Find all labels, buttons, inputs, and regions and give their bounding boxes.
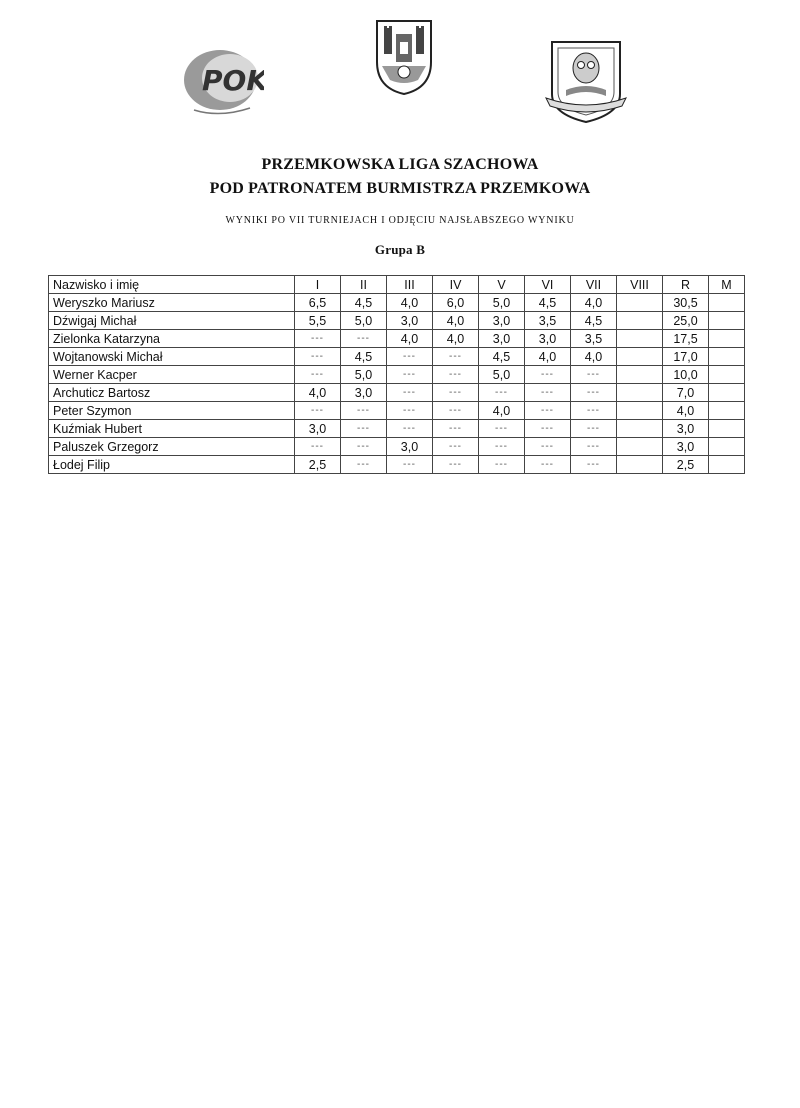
table-row (49, 348, 745, 366)
score-cell: --- (433, 384, 479, 402)
score-cell (709, 438, 745, 456)
score-cell: 6,0 (433, 294, 479, 312)
score-cell: --- (525, 384, 571, 402)
score-cell: --- (433, 348, 479, 366)
score-cell: --- (433, 456, 479, 474)
score-cell: --- (433, 420, 479, 438)
score-cell: 4,0 (571, 294, 617, 312)
score-cell: 3,0 (525, 330, 571, 348)
table-row (49, 384, 745, 402)
score-cell: 3,0 (387, 438, 433, 456)
score-cell: 30,5 (663, 294, 709, 312)
score-cell: --- (479, 384, 525, 402)
score-cell: 3,5 (571, 330, 617, 348)
score-cell: 4,5 (479, 348, 525, 366)
score-cell: 7,0 (663, 384, 709, 402)
score-cell: 4,5 (571, 312, 617, 330)
column-header: II (341, 276, 387, 294)
score-cell: --- (433, 438, 479, 456)
score-cell (617, 438, 663, 456)
score-cell: 3,5 (525, 312, 571, 330)
column-header: R (663, 276, 709, 294)
column-header: IV (433, 276, 479, 294)
score-cell: 4,5 (341, 294, 387, 312)
column-header: I (295, 276, 341, 294)
score-cell: --- (295, 348, 341, 366)
score-cell: --- (571, 456, 617, 474)
score-cell: 5,5 (295, 312, 341, 330)
score-cell (617, 330, 663, 348)
score-cell: --- (525, 420, 571, 438)
score-cell (709, 402, 745, 420)
score-cell (617, 402, 663, 420)
score-cell: 3,0 (479, 312, 525, 330)
score-cell: 2,5 (295, 456, 341, 474)
score-cell: --- (295, 438, 341, 456)
score-cell: 4,5 (525, 294, 571, 312)
score-cell: --- (571, 438, 617, 456)
score-cell: --- (571, 366, 617, 384)
score-cell: --- (295, 366, 341, 384)
table-row (49, 420, 745, 438)
score-cell (709, 330, 745, 348)
score-cell: --- (387, 402, 433, 420)
score-cell: --- (571, 420, 617, 438)
coat-of-arms-logo (374, 18, 434, 96)
score-cell: --- (341, 402, 387, 420)
page-subtitle: WYNIKI PO VII TURNIEJACH I ODJĘCIU NAJSŁABSZEGO WYNIKU (225, 215, 575, 226)
score-cell: --- (571, 402, 617, 420)
score-cell: 3,0 (663, 420, 709, 438)
score-cell: 4,0 (387, 294, 433, 312)
score-cell: 4,0 (387, 330, 433, 348)
pok-logo (180, 40, 264, 120)
score-cell: --- (525, 366, 571, 384)
player-name-cell: Dźwigaj Michał (49, 312, 295, 330)
score-cell: 5,0 (341, 366, 387, 384)
score-cell: 4,0 (433, 312, 479, 330)
score-cell (617, 312, 663, 330)
score-cell (709, 420, 745, 438)
results-table (48, 275, 745, 474)
score-cell (617, 420, 663, 438)
score-cell: --- (525, 438, 571, 456)
player-name-cell: Peter Szymon (49, 402, 295, 420)
score-cell: --- (387, 420, 433, 438)
table-row (49, 294, 745, 312)
score-cell (709, 348, 745, 366)
score-cell: 3,0 (295, 420, 341, 438)
table-row (49, 330, 745, 348)
page-title-line-1: PRZEMKOWSKA LIGA SZACHOWA (261, 156, 539, 173)
score-cell (617, 384, 663, 402)
score-cell: 17,0 (663, 348, 709, 366)
column-header: VIII (617, 276, 663, 294)
player-name-cell: Werner Kacper (49, 366, 295, 384)
score-cell: 4,0 (571, 348, 617, 366)
score-cell (617, 348, 663, 366)
player-name-cell: Kuźmiak Hubert (49, 420, 295, 438)
player-name-cell: Zielonka Katarzyna (49, 330, 295, 348)
player-name-cell: Archuticz Bartosz (49, 384, 295, 402)
score-cell: 3,0 (387, 312, 433, 330)
table-row (49, 312, 745, 330)
score-cell: 2,5 (663, 456, 709, 474)
column-header: M (709, 276, 745, 294)
player-name-cell: Weryszko Mariusz (49, 294, 295, 312)
score-cell: 25,0 (663, 312, 709, 330)
score-cell: --- (387, 348, 433, 366)
score-cell: 5,0 (341, 312, 387, 330)
player-name-cell: Łodej Filip (49, 456, 295, 474)
score-cell: --- (295, 402, 341, 420)
column-header: VII (571, 276, 617, 294)
score-cell (617, 456, 663, 474)
score-cell: --- (387, 384, 433, 402)
score-cell: --- (341, 456, 387, 474)
player-name-cell: Paluszek Grzegorz (49, 438, 295, 456)
score-cell: 4,0 (663, 402, 709, 420)
score-cell: 5,0 (479, 366, 525, 384)
score-cell: --- (295, 330, 341, 348)
score-cell (709, 456, 745, 474)
score-cell: --- (433, 402, 479, 420)
score-cell: 4,5 (341, 348, 387, 366)
score-cell: 10,0 (663, 366, 709, 384)
score-cell: --- (387, 366, 433, 384)
score-cell: --- (341, 438, 387, 456)
score-cell: 4,0 (295, 384, 341, 402)
table-row (49, 402, 745, 420)
score-cell: 17,5 (663, 330, 709, 348)
score-cell: 4,0 (525, 348, 571, 366)
column-header-name: Nazwisko i imię (49, 276, 295, 294)
score-cell: 3,0 (341, 384, 387, 402)
page-title-line-2: POD PATRONATEM BURMISTRZA PRZEMKOWA (209, 180, 591, 197)
score-cell: 6,5 (295, 294, 341, 312)
score-cell: --- (525, 456, 571, 474)
score-cell: --- (341, 420, 387, 438)
table-row (49, 438, 745, 456)
score-cell: --- (433, 366, 479, 384)
group-label: Grupa B (374, 242, 426, 257)
score-cell: 3,0 (479, 330, 525, 348)
column-header: III (387, 276, 433, 294)
score-cell: --- (341, 330, 387, 348)
score-cell (617, 294, 663, 312)
score-cell: --- (571, 384, 617, 402)
score-cell: 4,0 (433, 330, 479, 348)
score-cell (709, 312, 745, 330)
score-cell (709, 384, 745, 402)
score-cell (709, 294, 745, 312)
column-header: VI (525, 276, 571, 294)
score-cell: --- (479, 438, 525, 456)
score-cell: 4,0 (479, 402, 525, 420)
score-cell: --- (479, 456, 525, 474)
score-cell: --- (525, 402, 571, 420)
school-emblem-logo (540, 38, 632, 124)
table-row (49, 366, 745, 384)
score-cell: 3,0 (663, 438, 709, 456)
score-cell: --- (479, 420, 525, 438)
table-header-row (49, 276, 745, 294)
score-cell (709, 366, 745, 384)
score-cell: --- (387, 456, 433, 474)
score-cell: 5,0 (479, 294, 525, 312)
score-cell (617, 366, 663, 384)
table-row (49, 456, 745, 474)
svg-text:POK: POK (202, 64, 264, 97)
player-name-cell: Wojtanowski Michał (49, 348, 295, 366)
column-header: V (479, 276, 525, 294)
